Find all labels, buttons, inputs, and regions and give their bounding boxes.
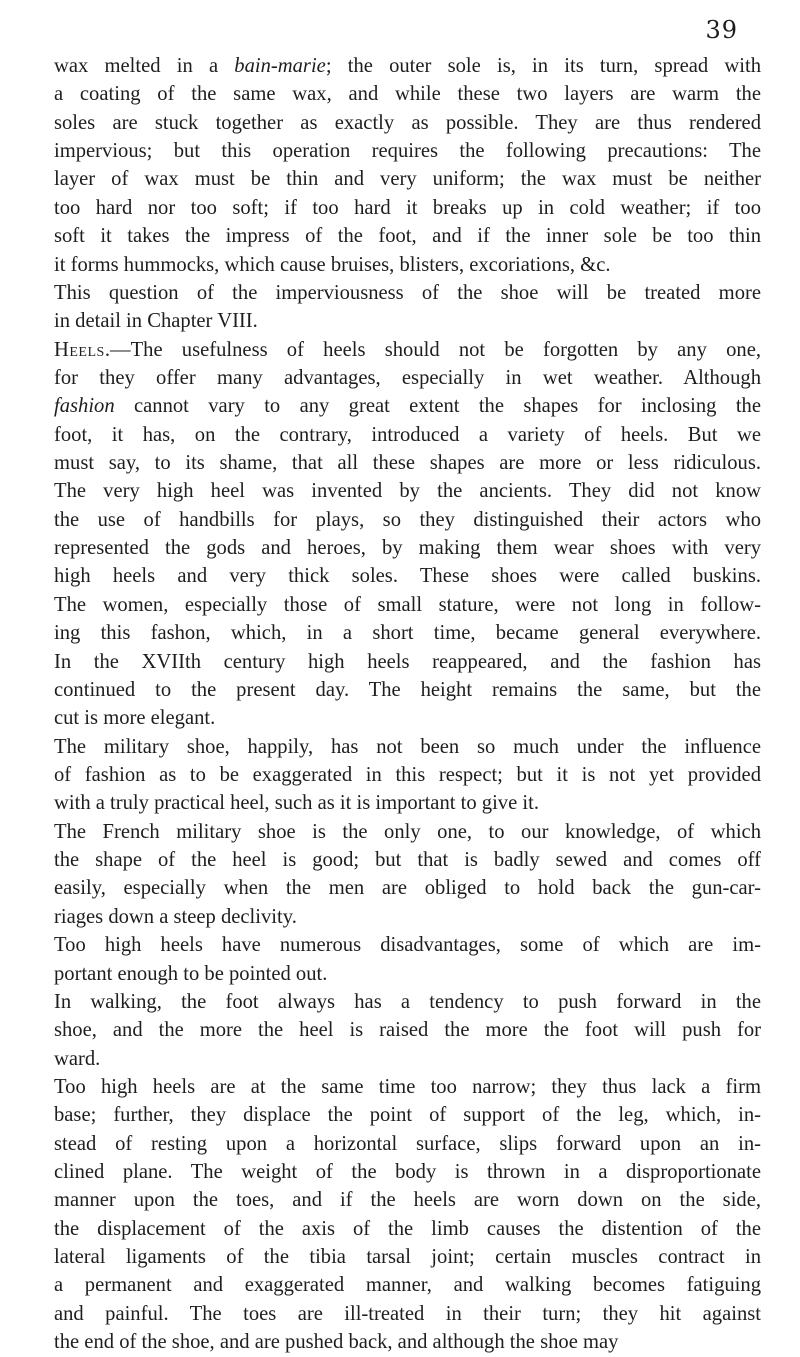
text-line: and painful. The toes are ill-treated in their turn; they hit against	[54, 1302, 761, 1325]
text-line: stead of resting upon a horizontal surface, slips forward upon an in-	[54, 1132, 761, 1155]
text-line: the end of the shoe, and are pushed back, and although the shoe may	[54, 1331, 619, 1354]
text-line: In the XVIIth century high heels reappeared, and the fashion has	[54, 650, 761, 673]
text-line: a permanent and exaggerated manner, and walking becomes fatiguing	[54, 1274, 761, 1297]
text-line: manner upon the toes, and if the heels are worn down on the side,	[54, 1189, 761, 1212]
text-line: the displacement of the axis of the limb causes the distention of the	[54, 1217, 761, 1240]
text-line: fashion cannot vary to any great extent the shapes for inclosing the	[54, 395, 761, 418]
text-line: the use of handbills for plays, so they distinguished their actors who	[54, 508, 761, 531]
text-line: easily, especially when the men are obliged to hold back the gun-car-	[54, 877, 761, 900]
text-line: portant enough to be pointed out.	[54, 962, 328, 985]
text-line: soft it takes the impress of the foot, and if the inner sole be too thin	[54, 225, 761, 248]
text-line: ward.	[54, 1047, 101, 1070]
text-line: for they offer many advantages, especially in wet weather. Although	[54, 366, 761, 389]
text-line: Too high heels are at the same time too narrow; they thus lack a firm	[54, 1075, 761, 1098]
text-line: in detail in Chapter VIII.	[54, 310, 258, 333]
text-line: a coating of the same wax, and while these two layers are warm the	[54, 83, 761, 106]
text-line: lateral ligaments of the tibia tarsal joint; certain muscles contract in	[54, 1246, 761, 1269]
text-line: of fashion as to be exaggerated in this respect; but it is not yet provided	[54, 763, 761, 786]
text-line: The very high heel was invented by the ancients. They did not know	[54, 480, 761, 503]
text-line: represented the gods and heroes, by making them wear shoes with very	[54, 537, 761, 560]
text-line: clined plane. The weight of the body is thrown in a disproportionate	[54, 1161, 761, 1184]
text-line: impervious; but this operation requires the following precautions: The	[54, 140, 761, 163]
text-line: the shape of the heel is good; but that is badly sewed and comes off	[54, 849, 761, 872]
text-line: soles are stuck together as exactly as possible. They are thus rendered	[54, 111, 761, 134]
text-line: shoe, and the more the heel is raised the more the foot will push for	[54, 1019, 761, 1042]
text-line: with a truly practical heel, such as it is important to give it.	[54, 792, 539, 815]
text-line: The French military shoe is the only one, to our knowledge, of which	[54, 820, 761, 843]
text-line: In walking, the foot always has a tendency to push forward in the	[54, 990, 761, 1013]
text-line: cut is more elegant.	[54, 707, 216, 730]
page-number: 39	[705, 16, 738, 44]
text-line: riages down a steep declivity.	[54, 905, 297, 928]
text-line: The military shoe, happily, has not been so much under the influence	[54, 735, 761, 758]
body-text	[54, 52, 761, 1357]
text-line: Heels.—The usefulness of heels should not be forgotten by any one,	[54, 338, 761, 361]
text-line: This question of the imperviousness of the shoe will be treated more	[54, 281, 761, 304]
text-line: it forms hummocks, which cause bruises, blisters, excoriations, &c.	[54, 253, 611, 276]
text-line: Too high heels have numerous disadvantages, some of which are im-	[54, 934, 761, 957]
text-line: continued to the present day. The height remains the same, but the	[54, 678, 761, 701]
text-line: layer of wax must be thin and very uniform; the wax must be neither	[54, 168, 761, 191]
text-line: too hard nor too soft; if too hard it breaks up in cold weather; if too	[54, 196, 761, 219]
text-line: must say, to its shame, that all these shapes are more or less ridiculous.	[54, 452, 761, 475]
text-line: wax melted in a bain-marie; the outer sole is, in its turn, spread with	[54, 55, 761, 77]
text-line: The women, especially those of small stature, were not long in follow-	[54, 593, 761, 616]
text-line: foot, it has, on the contrary, introduced a variety of heels. But we	[54, 423, 761, 446]
text-line: base; further, they displace the point of support of the leg, which, in-	[54, 1104, 761, 1127]
text-line: high heels and very thick soles. These shoes were called buskins.	[54, 565, 761, 588]
text-line: ing this fashon, which, in a short time, became general everywhere.	[54, 622, 761, 645]
